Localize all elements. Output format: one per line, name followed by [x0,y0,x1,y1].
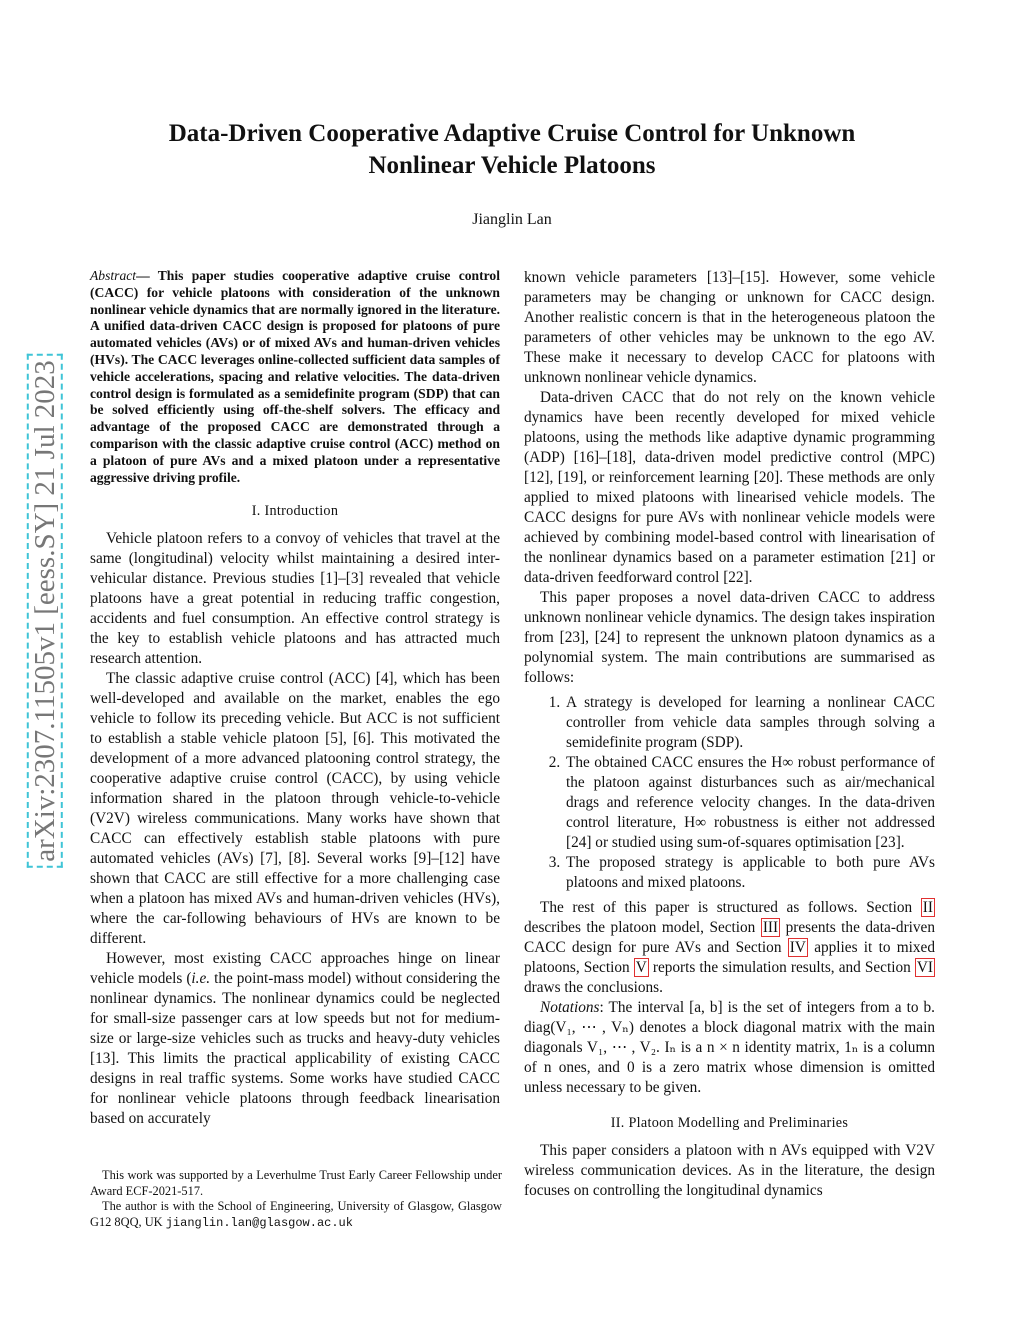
list-item: 2. The obtained CACC ensures the H∞ robust performance of the platoon against disturbances such as air/mechanical drags and reference velocity changes. In the data-driven control literature, H∞ robustness is either not addressed [24] or studied using sum-of-squares optimisation [23]. [564,753,935,853]
notations-paragraph: Notations: The interval [a, b] is the set of integers from a to b. diag(V₁, ⋯ , Vₙ) denotes a block diagonal matrix with the main diagonals V₁, ⋯ , V₂. Iₙ is a n × n identity matrix, 1ₙ is a column of n ones, and 0 is a zero matrix whose dimension is omitted unless necessary to be given. [524,999,935,1096]
section-link-VI[interactable]: VI [916,959,933,976]
contributions-list [524,693,935,893]
body-paragraph: This paper considers a platoon with n AVs equipped with V2V wireless communication devices. As in the literature, the design focuses on controlling the longitudinal dynamics [524,1142,935,1199]
abstract: Abstract— This paper studies cooperative adaptive cruise control (CACC) for vehicle platoons with consideration of the unknown nonlinear vehicle dynamics that are normally ignored in the literature. A unified data-driven CACC design is proposed for platoons of pure automated vehicles (AVs) or of mixed AVs and human-driven vehicles (HVs). The CACC leverages online-collected sufficient data samples of vehicle accelerations, spacing and relative velocities. The data-driven control design is formulated as a semidefinite program (SDP) that can be solved efficiently using off-the-shelf solvers. The efficacy and advantage of the proposed CACC are demonstrated through a comparison with the classic adaptive cruise control (ACC) method on a platoon of pure AVs and a mixed platoon under a representative aggressive driving profile. [90,268,501,485]
section-link-IV[interactable]: IV [789,939,806,956]
intro-paragraph: However, most existing CACC approaches hinge on linear vehicle models (i.e. the point-mass model) without considering the nonlinear dynamics. The nonlinear dynamics could be neglected for small-size passenger cars at low speeds but not for medium-size or large-size vehicles such as trucks and heavy-duty vehicles [13]. This limits the practical applicability of existing CACC designs in real traffic systems. Some works have studied CACC for nonlinear vehicle platoons through feedback linearisation based on accurately [90,950,500,1128]
author-email-link[interactable]: jianglin.lan@glasgow.ac.uk [165,1215,353,1230]
arxiv-side-stamp [28,312,62,910]
body-paragraph: Data-driven CACC that do not rely on the known vehicle dynamics have been recently developed for mixed vehicle platoons, using the methods like adaptive dynamic programming (ADP) [16]–[18], data-driven model predictive control (MPC) [12], [19], or reinforcement learning [20]. These methods are only applied to mixed platoons with linearised vehicle models. The CACC designs for pure AVs with nonlinear vehicle models were achieved by combining model-based control with linearisation of the nonlinear dynamics based on a parameter estimation [21] or data-driven feedforward control [22]. [524,389,935,586]
left-column [90,268,500,1129]
footnote-funding: This work was supported by a Leverhulme Trust Early Career Fellowship under Award ECF-2021-517. [90,1168,502,1198]
right-column [524,268,935,1201]
arxiv-identifier[interactable]: arXiv:2307.11505v1 [eess.SY] 21 Jul 2023 [27,354,63,868]
abstract-label: Abstract [90,268,137,283]
body-paragraph: This paper proposes a novel data-driven CACC to address unknown nonlinear vehicle dynamics. The design takes inspiration from [23], [24] to represent the unknown platoon dynamics as a polynomial system. The main contributions are summarised as follows: [524,589,935,686]
paper-author: Jianglin Lan [472,211,552,228]
section-link-V[interactable]: V [635,959,647,976]
intro-paragraph: The classic adaptive cruise control (ACC) [4], which has been well-developed and available on the market, enables the ego vehicle to follow its preceding vehicle. But ACC is not sufficient to establish a stable vehicle platoon [5], [6]. This motivated the development of a more advanced platooning control strategy, the cooperative adaptive cruise control (CACC), by using vehicle information shared in the platoon through vehicle-to-vehicle (V2V) wireless communications. Many works have shown that CACC can effectively establish stable platoons with pure automated vehicles (AVs) [7], [8]. Several works [9]–[12] have shown that CACC are still effective for a more challenging case when a platoon has mixed AVs and human-driven vehicles (HVs), where the car-following behaviours of HVs are known to be different. [90,670,500,948]
section-link-III[interactable]: III [762,919,779,936]
footnote-affiliation: The author is with the School of Engineering, University of Glasgow, Glasgow G12 8QQ, UK jianglin.lan@glasgow.ac.uk [90,1199,502,1230]
section-heading-introduction: I. Introduction [251,503,339,520]
abstract-text: This paper studies cooperative adaptive cruise control (CACC) for vehicle platoons with consideration of the unknown nonlinear vehicle dynamics that are normally ignored in the literature. A unified data-driven CACC design is proposed for platoons of pure automated vehicles (AVs) or of mixed AVs and human-driven vehicles (HVs). The CACC leverages online-collected sufficient data samples of vehicle accelerations, spacing and relative velocities. The data-driven control design is formulated as a semidefinite program (SDP) that can be solved efficiently using off-the-shelf solvers. The efficacy and advantage of the proposed CACC are demonstrated through a comparison with the classic adaptive cruise control (ACC) method on a platoon of pure AVs and a mixed platoon under a representative aggressive driving profile. [90,268,501,485]
section-heading-platoon-modelling: II. Platoon Modelling and Preliminaries [610,1115,849,1131]
section-link-II[interactable]: II [922,899,933,916]
intro-paragraph: Vehicle platoon refers to a convoy of vehicles that travel at the same (longitudinal) velocity whilst maintaining a desired inter-vehicular distance. Previous studies [1]–[3] revealed that vehicle platoons have a great potential in reducing traffic congestion, accidents and fuel consumption. An effective control strategy is the key to establish vehicle platoons and has attracted much research attention. [90,530,500,668]
footnotes [90,1168,502,1231]
list-item: 1. A strategy is developed for learning a nonlinear CACC controller from vehicle data samples through solving a semidefinite program (SDP). [564,693,935,753]
list-item: 3. The proposed strategy is applicable to both pure AVs platoons and mixed platoons. [564,853,935,893]
structure-paragraph: The rest of this paper is structured as follows. Section II describes the platoon model, Section III presents the data-driven CACC design for pure AVs and Section IV applies it to mixed platoons, Section V reports the simulation results, and Section VI draws the conclusions. [524,899,935,996]
paper-title: Data-Driven Cooperative Adaptive Cruise Control for Unknown Nonlinear Vehicle Platoons [168,120,856,179]
body-paragraph: known vehicle parameters [13]–[15]. However, some vehicle parameters may be changing or unknown for CACC design. Another realistic concern is that in the heterogeneous platoon the parameters of other vehicles may be unknown to the ego AV. These make it necessary to develop CACC for platoons with unknown nonlinear vehicle dynamics. [524,269,935,386]
